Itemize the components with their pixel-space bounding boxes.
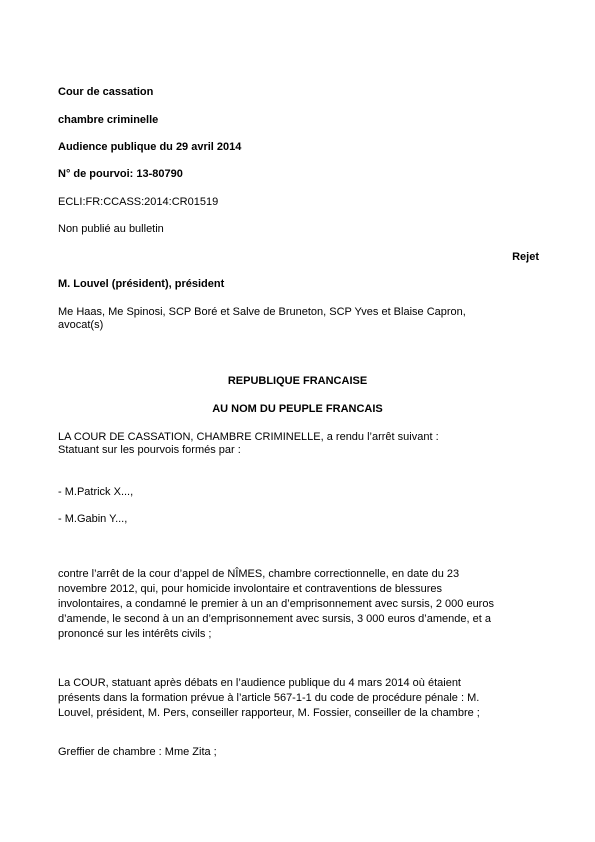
- decision-paragraph: [58, 567, 540, 642]
- clerk-line: Greffier de chambre : Mme Zita ;: [58, 746, 217, 758]
- decision-line: d’amende, le second à un an d’emprisonnement avec sursis, 3 000 euros d’amende, et a: [58, 613, 491, 625]
- appeal-number: N° de pourvoi: 13-80790: [58, 168, 183, 180]
- court-composition-paragraph: [58, 676, 540, 721]
- court-line: présents dans la formation prévue à l’article 567-1-1 du code de procédure pénale : M.: [58, 692, 480, 704]
- lawyers-line-1: Me Haas, Me Spinosi, SCP Boré et Salve de Bruneton, SCP Yves et Blaise Capron,: [58, 306, 466, 318]
- decision-line: prononcé sur les intérêts civils ;: [58, 628, 212, 640]
- intro-line-2: Statuant sur les pourvois formés par :: [58, 444, 241, 456]
- court-line: La COUR, statuant après débats en l’audience publique du 4 mars 2014 où étaient: [58, 677, 461, 689]
- court-name: Cour de cassation: [58, 86, 154, 98]
- appellant-2: - M.Gabin Y...,: [58, 513, 128, 525]
- lawyers-line-2: avocat(s): [58, 319, 104, 331]
- court-line: Louvel, président, M. Pers, conseiller rapporteur, M. Fossier, conseiller de la chambre ;: [58, 707, 480, 719]
- people-title: AU NOM DU PEUPLE FRANCAIS: [212, 403, 383, 415]
- appellant-1: - M.Patrick X...,: [58, 486, 134, 498]
- decision-outcome: Rejet: [512, 251, 539, 263]
- publication-status: Non publié au bulletin: [58, 223, 164, 235]
- hearing-date: Audience publique du 29 avril 2014: [58, 141, 242, 153]
- decision-line: novembre 2012, qui, pour homicide involontaire et contraventions de blessures: [58, 583, 443, 595]
- president-line: M. Louvel (président), président: [58, 278, 225, 290]
- ecli-identifier: ECLI:FR:CCASS:2014:CR01519: [58, 196, 219, 208]
- intro-line-1: LA COUR DE CASSATION, CHAMBRE CRIMINELLE, a rendu l’arrêt suivant :: [58, 431, 439, 443]
- decision-line: involontaires, a condamné le premier à un an d’emprisonnement avec sursis, 2 000 euros: [58, 598, 494, 610]
- chamber-name: chambre criminelle: [58, 114, 159, 126]
- republic-title: REPUBLIQUE FRANCAISE: [227, 375, 368, 387]
- decision-line: contre l’arrêt de la cour d’appel de NÎMES, chambre correctionnelle, en date du 23: [58, 568, 460, 580]
